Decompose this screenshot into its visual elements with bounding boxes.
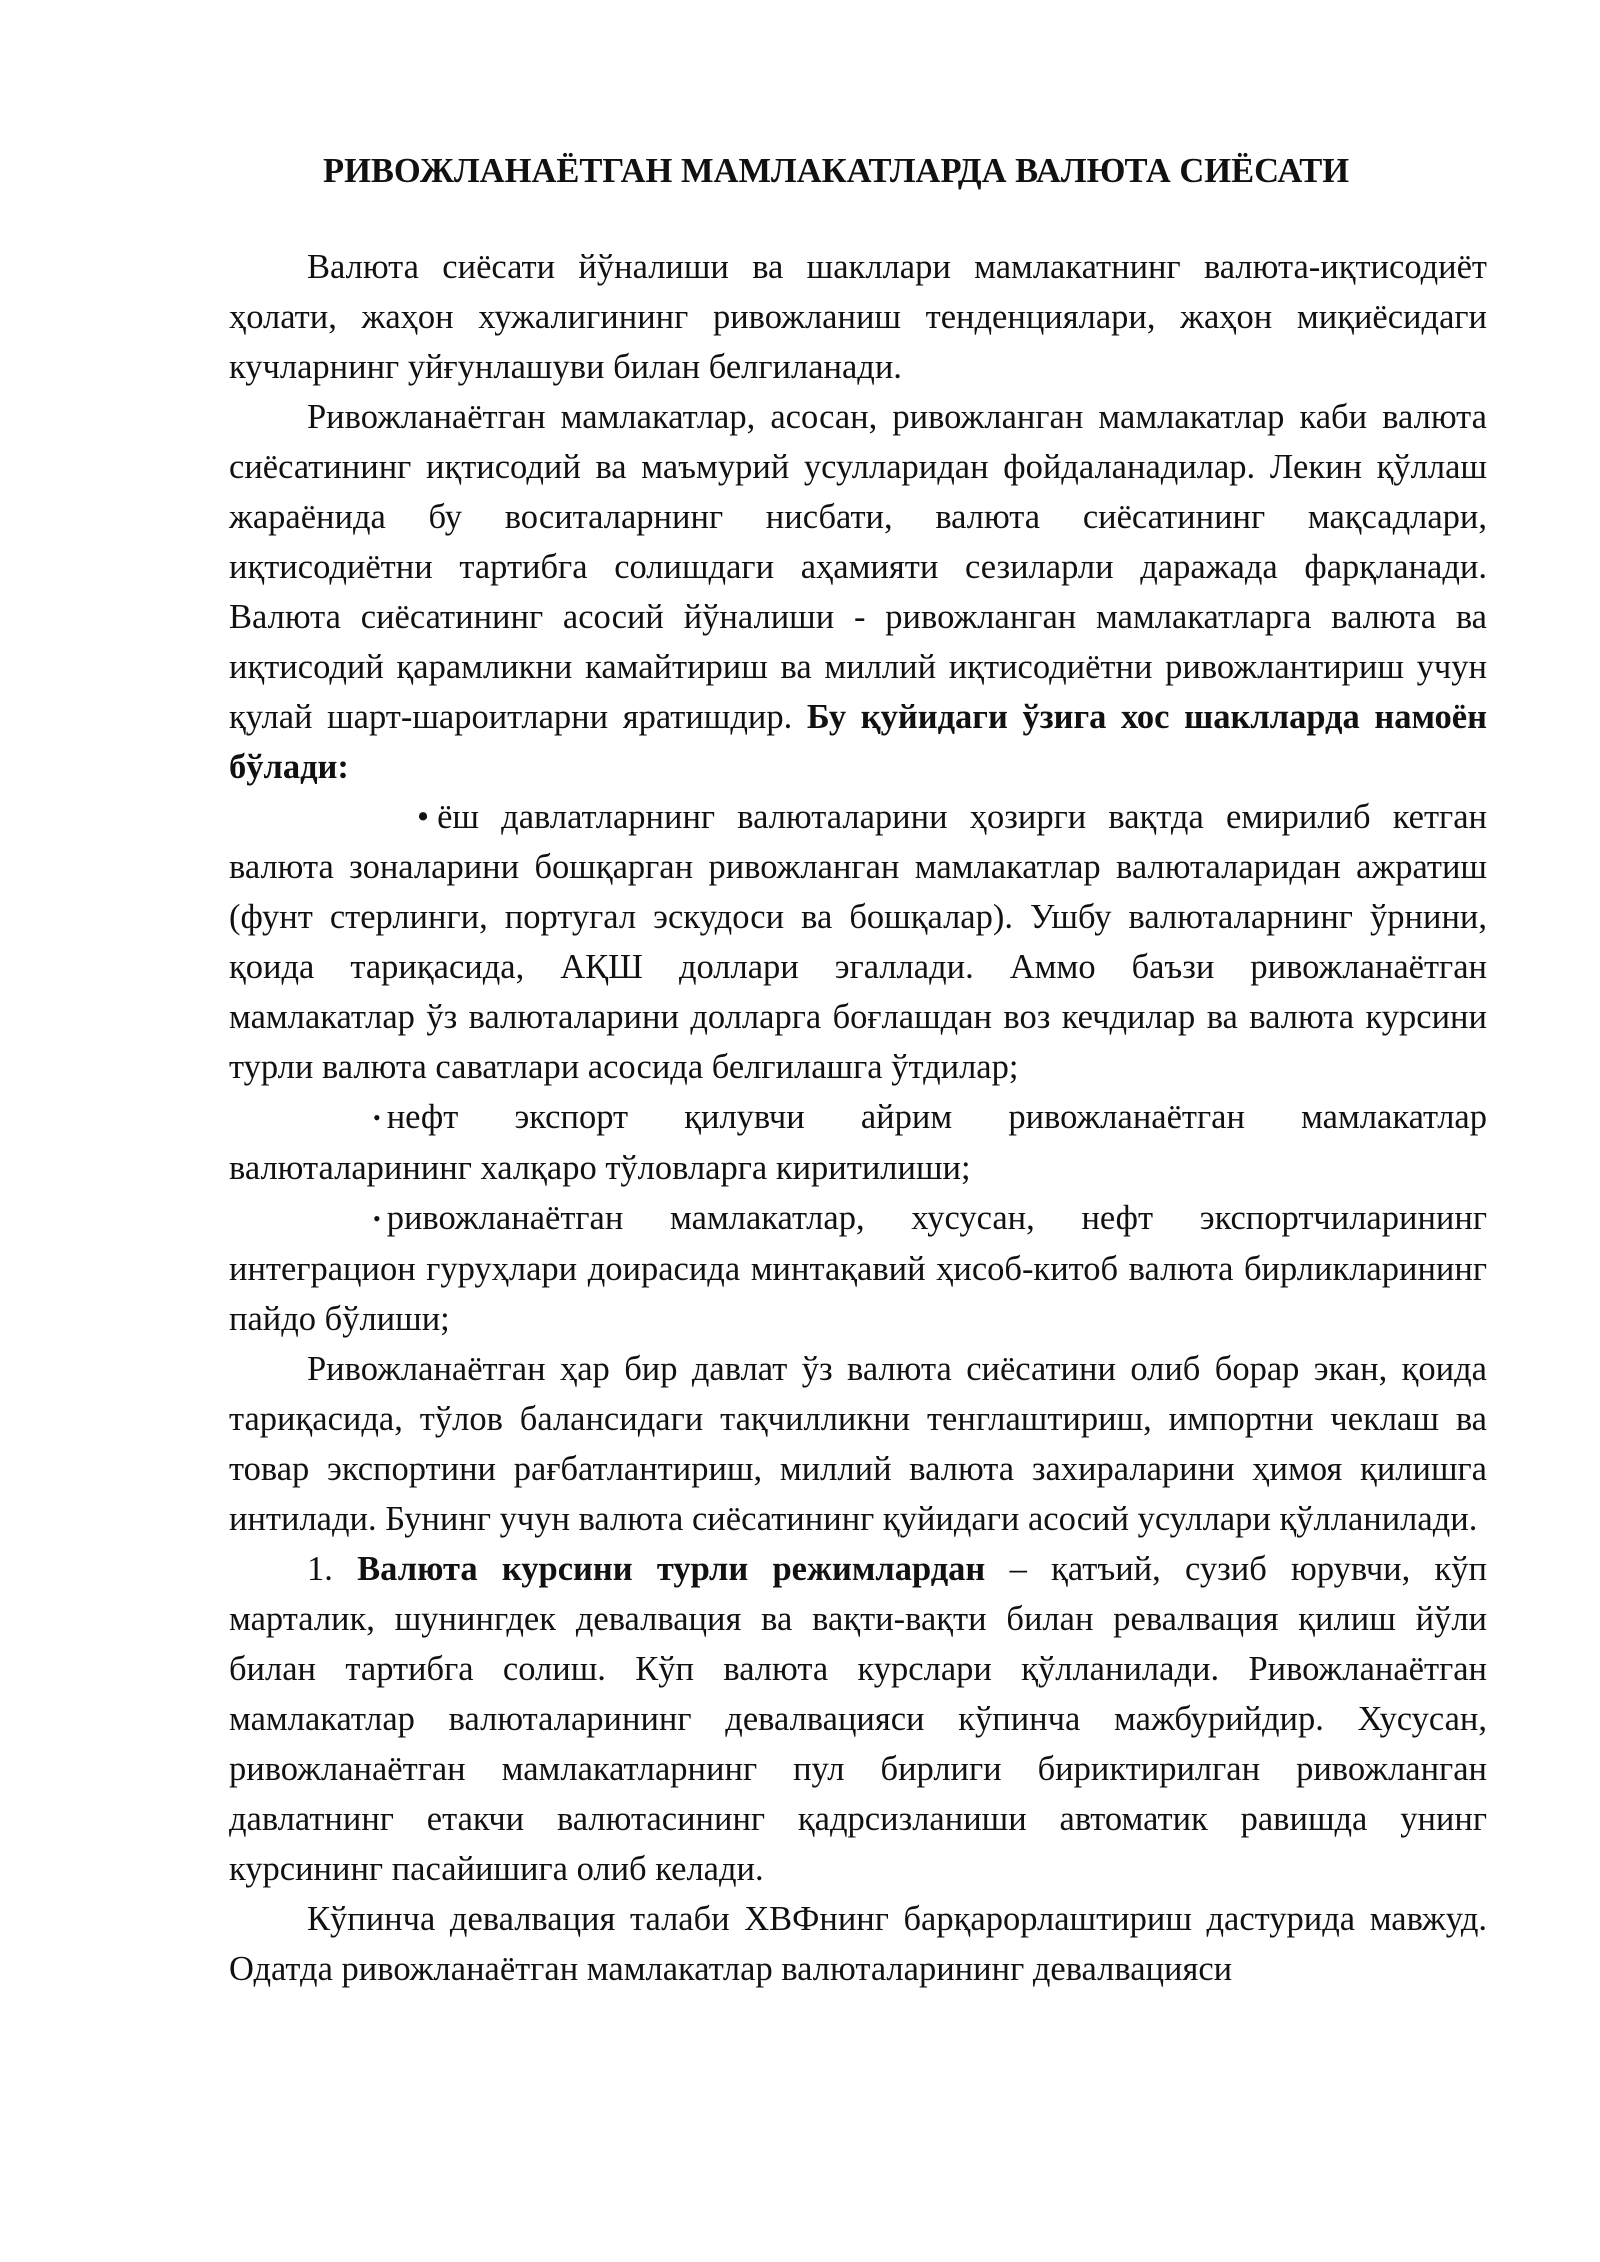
bullet-item-2 bbox=[229, 1092, 1487, 1193]
numbered-item-1-bold: Валюта курсини турли режимлардан bbox=[357, 1550, 986, 1588]
bullet-icon: • bbox=[373, 1105, 381, 1130]
paragraph-3: Ривожланаётган ҳар бир давлат ўз валюта сиёсатини олиб борар экан, қоида тариқасида, тўлов балансидаги тақчилликни тенглаштириш, импортни чеклаш ва товар экспортини рағбатлантириш, миллий валюта захираларини ҳимоя қилишга интилади. Бунинг учун валюта сиёсатининг қуйидаги асосий усуллари қўлланилади. bbox=[229, 1350, 1487, 1538]
paragraph-1: Валюта сиёсати йўналиши ва шакллари мамлакатнинг валюта-иқтисодиёт ҳолати, жаҳон хужалигининг ривожланиш тенденциялари, жаҳон миқиёсидаги кучларнинг уйғунлашуви билан белгиланади. bbox=[229, 248, 1487, 386]
paragraph-2-bold: Бу қуйидаги ўзига хос шаклларда намоён бўлади: bbox=[229, 698, 1487, 786]
numbered-item-1 bbox=[229, 1544, 1487, 1894]
bullet-item-3 bbox=[229, 1193, 1487, 1344]
numbered-item-1-number: 1. bbox=[307, 1550, 358, 1588]
document-body bbox=[229, 146, 1487, 1994]
paragraph-4: Кўпинча девалвация талаби ХВФнинг барқарорлаштириш дастурида мавжуд. Одатда ривожланаётган мамлакатлар валюталарининг девалвацияси bbox=[229, 1900, 1487, 1988]
bullet-item-3-text: ривожланаётган мамлакатлар, хусусан, нефт экспортчиларининг интеграцион гуруҳлари доирасида минтақавий ҳисоб-китоб валюта бирликларининг пайдо бўлиши; bbox=[229, 1199, 1487, 1338]
bullet-icon: • bbox=[373, 1206, 381, 1231]
document-title: РИВОЖЛАНАЁТГАН МАМЛАКАТЛАРДА ВАЛЮТА СИЁСАТИ bbox=[323, 152, 1350, 190]
paragraph-2 bbox=[229, 392, 1487, 792]
bullet-item-1-text: ёш давлатларнинг валюталарини ҳозирги вақтда емирилиб кетган валюта зоналарини бошқарган ривожланган мамлакатлар валюталаридан ажратиш (фунт стерлинги, португал эскудоси ва бошқалар). Ушбу валюталарнинг ўрнини, қоида тариқасида, АҚШ доллари эгаллади. Аммо баъзи ривожланаётган мамлакатлар ўз валюталарини долларга боғлашдан воз кечдилар ва валюта курсини турли валюта саватлари асосида белгилашга ўтдилар; bbox=[229, 798, 1487, 1086]
bullet-item-1 bbox=[229, 792, 1487, 1092]
numbered-item-1-text: – қатъий, сузиб юрувчи, кўп марталик, шунингдек девалвация ва вақти-вақти билан ревалвация қилиш йўли билан тартибга солиш. Кўп валюта курслари қўлланилади. Ривожланаётган мамлакатлар валюталарининг девалвацияси кўпинча мажбурийдир. Хусусан, ривожланаётган мамлакатларнинг пул бирлиги бириктирилган ривожланган давлатнинг етакчи валютасининг қадрсизланиши автоматик равишда унинг курсининг пасайишига олиб келади. bbox=[229, 1550, 1488, 1888]
bullet-item-2-text: нефт экспорт қилувчи айрим ривожланаётган мамлакатлар валюталарининг халқаро тўловларга киритилиши; bbox=[229, 1098, 1487, 1187]
bullet-icon: • bbox=[417, 798, 430, 836]
paragraph-2-text: Ривожланаётган мамлакатлар, асосан, ривожланган мамлакатлар каби валюта сиёсатининг иқтисодий ва маъмурий усулларидан фойдаланадилар. Лекин қўллаш жараёнида бу воситаларнинг нисбати, валюта сиёсатининг мақсадлари, иқтисодиётни тартибга солишдаги аҳамияти сезиларли даражада фарқланади. Валюта сиёсатининг асосий йўналиши - ривожланган мамлакатларга валюта ва иқтисодий қарамликни камайтириш ва миллий иқтисодиётни ривожлантириш учун қулай шарт-шароитларни яратишдир. bbox=[229, 398, 1487, 736]
